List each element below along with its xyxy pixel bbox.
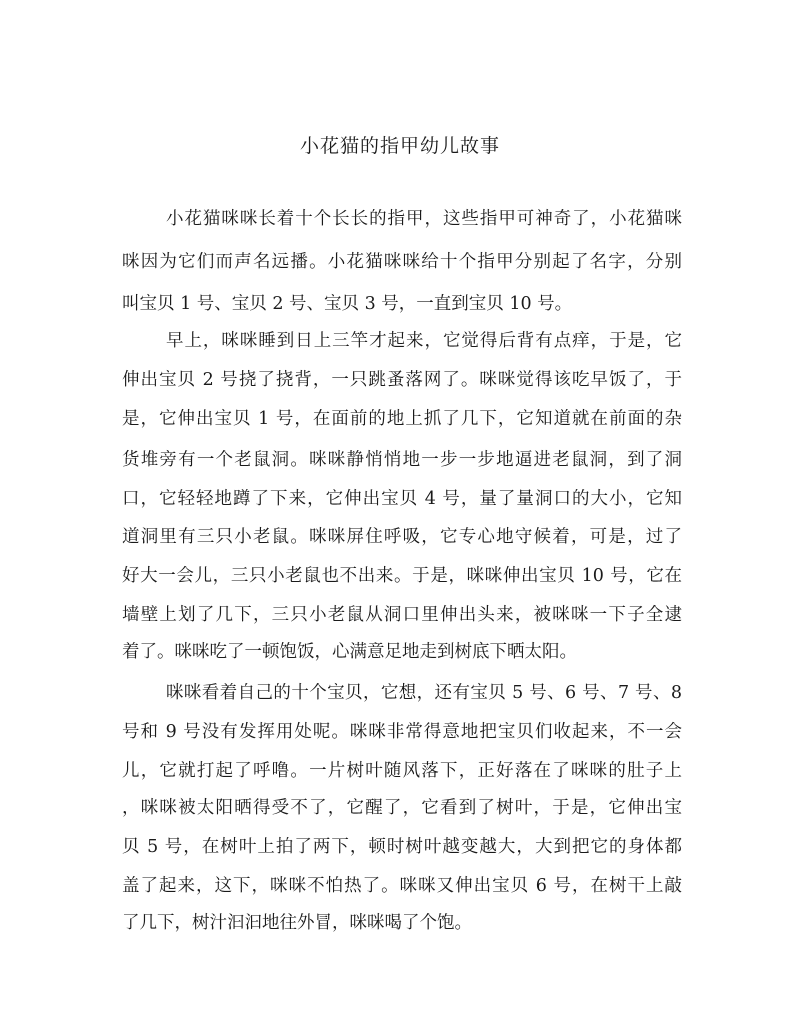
text-line: 伸出宝贝 2 号挠了挠背，一只跳蚤落网了。咪咪觉得该吃早饭了，于	[122, 370, 682, 390]
text-line: ，咪咪被太阳晒得受不了，它醒了，它看到了树叶，于是，它伸出宝	[122, 798, 682, 818]
text-line: 道洞里有三只小老鼠。咪咪屏住呼吸，它专心地守候着，可是，过了	[122, 527, 682, 547]
text-line: 贝 5 号，在树叶上拍了两下，顿时树叶越变越大，大到把它的身体都	[122, 837, 682, 857]
text-line: 号和 9 号没有发挥用处呢。咪咪非常得意地把宝贝们收起来，不一会	[122, 722, 682, 742]
text-line: 儿，它就打起了呼噜。一片树叶随风落下，正好落在了咪咪的肚子上	[122, 761, 682, 781]
text-line: 叫宝贝 1 号、宝贝 2 号、宝贝 3 号，一直到宝贝 10 号。	[122, 294, 573, 314]
text-line: 货堆旁有一个老鼠洞。咪咪静悄悄地一步一步地逼进老鼠洞，到了洞	[122, 450, 682, 470]
text-line: 好大一会儿，三只小老鼠也不出来。于是，咪咪伸出宝贝 10 号，它在	[122, 566, 682, 586]
text-line: 是，它伸出宝贝 1 号，在面前的地上抓了几下，它知道就在前面的杂	[122, 409, 682, 429]
text-line: 小花猫咪咪长着十个长长的指甲，这些指甲可神奇了，小花猫咪	[166, 209, 682, 229]
text-line: 咪因为它们而声名远播。小花猫咪咪给十个指甲分别起了名字，分别	[122, 252, 682, 272]
text-line: 口，它轻轻地蹲了下来，它伸出宝贝 4 号，量了量洞口的大小，它知	[122, 489, 682, 509]
page-title: 小花猫的指甲幼儿故事	[299, 135, 500, 157]
text-line: 墙壁上划了几下，三只小老鼠从洞口里伸出头来，被咪咪一下子全逮	[122, 605, 682, 625]
text-line: 早上，咪咪睡到日上三竿才起来，它觉得后背有点痒，于是，它	[166, 331, 682, 351]
text-line: 着了。咪咪吃了一顿饱饭，心满意足地走到树底下晒太阳。	[122, 642, 577, 662]
text-line: 了几下，树汁汩汩地往外冒，咪咪喝了个饱。	[122, 913, 472, 933]
text-line: 盖了起来，这下，咪咪不怕热了。咪咪又伸出宝贝 6 号，在树干上敲	[122, 876, 682, 896]
text-line: 咪咪看着自己的十个宝贝，它想，还有宝贝 5 号、6 号、7 号、8	[166, 683, 682, 703]
